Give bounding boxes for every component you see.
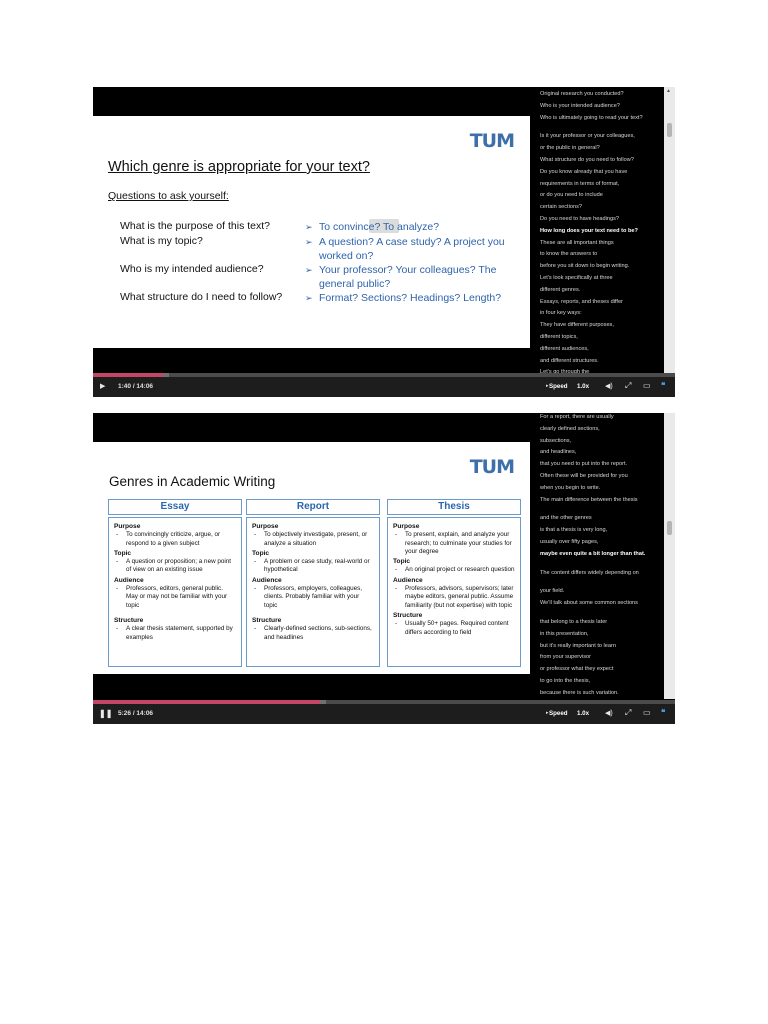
section-heading: Topic <box>252 549 270 557</box>
transcript-line[interactable]: different topics, <box>540 334 578 340</box>
section-heading: Structure <box>393 611 423 619</box>
transcript-line[interactable]: Do you know already that you have <box>540 168 628 175</box>
transcript-line[interactable]: that belong to a thesis later <box>540 619 608 625</box>
time-display: 5:26 / 14:06 <box>118 710 154 717</box>
arrow-bullet-icon: ➢ <box>305 265 313 275</box>
pause-icon[interactable]: ❚❚ <box>99 709 113 718</box>
transcript-line[interactable]: Let's look specifically at three <box>540 275 613 281</box>
column-body <box>108 517 242 667</box>
genre-column-essay <box>108 499 242 667</box>
column-body <box>387 517 521 667</box>
genre-column-report <box>246 499 380 667</box>
slide-subtitle: Questions to ask yourself: <box>108 190 229 202</box>
transcript-line[interactable]: that you need to put into the report. <box>540 461 628 468</box>
section-item: - A clear thesis statement, supported by examples <box>114 625 236 642</box>
answer-audience: ➢ Your professor? Your colleagues? The general public? <box>305 264 497 290</box>
arrow-bullet-icon: ➢ <box>305 293 313 303</box>
transcript-line[interactable]: because there is such variation. <box>540 689 619 696</box>
transcript-line[interactable]: The content differs widely depending on <box>540 569 639 576</box>
control-bar <box>93 704 675 724</box>
transcript-line[interactable]: but it's really important to learn <box>540 642 616 649</box>
section-item: - Professors, advisors, supervisors; later maybe editors, general public. Assume familiarity (but not expertise) with topic <box>393 585 515 610</box>
section-heading: Purpose <box>393 523 420 530</box>
genre-column-thesis <box>387 499 521 667</box>
section-heading: Purpose <box>114 523 141 530</box>
transcript-line[interactable]: The main difference between the thesis <box>540 496 638 503</box>
transcript-line[interactable]: or professor what they expect <box>540 666 614 673</box>
transcript-line[interactable]: to go into the thesis, <box>540 678 591 684</box>
section-heading: Audience <box>393 576 423 584</box>
speed-button[interactable]: Speed <box>549 383 568 390</box>
section-item: - Clearly-defined sections, sub-sections, and headlines <box>252 625 374 642</box>
scrollbar-thumb[interactable] <box>667 521 672 535</box>
transcript-line[interactable]: before you sit down to begin writing. <box>540 263 630 270</box>
volume-icon[interactable]: ◀) <box>605 710 613 717</box>
section-heading: Topic <box>393 558 411 566</box>
transcript-line[interactable]: different genres. <box>540 286 581 293</box>
transcript-line[interactable]: is that a thesis is very long, <box>540 527 608 534</box>
section-heading: Audience <box>252 576 282 584</box>
transcript-line[interactable]: usually over fifty pages, <box>540 539 599 545</box>
fullscreen-icon[interactable]: ⤢ <box>625 381 632 390</box>
control-bar <box>93 377 675 397</box>
section-heading: Audience <box>114 576 144 584</box>
question-purpose: What is the purpose of this text? <box>120 220 270 232</box>
transcript-line[interactable]: Is it your professor or your colleagues, <box>540 133 635 140</box>
transcript-scrollbar[interactable] <box>664 87 675 373</box>
transcript-line[interactable]: your field. <box>540 588 565 595</box>
question-structure: What structure do I need to follow? <box>120 291 283 303</box>
time-display: 1:40 / 14:06 <box>118 383 154 390</box>
column-body <box>246 517 380 667</box>
transcript-line[interactable]: We'll talk about some common sections <box>540 600 638 607</box>
section-item: - Professors, employers, colleagues, clients. Probably familiar with your topic <box>252 585 374 610</box>
transcript-line[interactable]: certain sections? <box>540 204 582 211</box>
transcript-line[interactable]: Essays, reports, and theses differ <box>540 298 623 305</box>
speed-arrow-icon: ▸ <box>546 383 549 389</box>
transcript-icon[interactable]: ▭ <box>643 708 651 717</box>
question-audience: Who is my intended audience? <box>120 263 264 275</box>
answer-structure: ➢ Format? Sections? Headings? Length? <box>305 292 502 304</box>
transcript-line[interactable]: from your supervisor <box>540 654 591 661</box>
transcript-line[interactable]: in this presentation, <box>540 630 589 637</box>
transcript-line[interactable]: to know the answers to <box>540 251 598 258</box>
transcript-line[interactable]: when you begin to write. <box>540 484 601 491</box>
section-heading: Purpose <box>252 523 279 530</box>
transcript-line[interactable]: What structure do you need to follow? <box>540 157 634 163</box>
transcript-panel[interactable] <box>530 413 663 699</box>
tum-logo: TUM <box>469 130 514 152</box>
fullscreen-icon[interactable]: ⤢ <box>625 708 632 717</box>
video-frame[interactable] <box>93 87 530 373</box>
transcript-line[interactable]: Often these will be provided for you <box>540 473 628 479</box>
column-heading: Report <box>246 499 380 515</box>
tum-logo: TUM <box>469 456 514 478</box>
transcript-line[interactable]: in four key ways: <box>540 310 582 317</box>
scroll-up-icon[interactable]: ▲ <box>666 88 671 94</box>
transcript-line[interactable]: They have different purposes, <box>540 322 614 329</box>
video-player-1[interactable] <box>93 87 675 397</box>
transcript-line[interactable]: These are all important things <box>540 239 614 246</box>
transcript-line[interactable]: Do you need to have headings? <box>540 216 619 222</box>
section-item: - To present, explain, and analyze your research; to culminate your studies for your degree <box>393 531 515 556</box>
captions-icon[interactable]: ❝ <box>661 708 666 717</box>
video-frame[interactable] <box>93 413 530 699</box>
transcript-line[interactable]: and different structures. <box>540 357 599 364</box>
slide-title: Which genre is appropriate for your text? <box>108 159 370 175</box>
transcript-line[interactable]: subsections, <box>540 437 572 444</box>
section-heading: Structure <box>252 616 282 624</box>
transcript-line[interactable]: and headlines, <box>540 449 577 456</box>
speed-button[interactable]: Speed <box>549 710 568 717</box>
transcript-scrollbar[interactable] <box>664 413 675 699</box>
transcript-line[interactable]: Original research you conducted? <box>540 91 624 97</box>
transcript-line[interactable]: and the other genres <box>540 515 592 522</box>
column-heading: Thesis <box>387 499 521 515</box>
answer-topic: ➢ A question? A case study? A project you worked on? <box>305 236 505 262</box>
speed-value[interactable]: 1.0x <box>577 710 590 717</box>
transcript-line[interactable]: or do you need to include <box>540 192 603 199</box>
section-item: - A problem or case study, real-world or hypothetical <box>252 558 374 575</box>
section-item: - Usually 50+ pages. Required content differs according to field <box>393 620 515 637</box>
scrollbar-thumb[interactable] <box>667 123 672 137</box>
slide-genre-questions <box>93 116 530 348</box>
answer-purpose: ➢ To convince? To analyze? <box>305 221 440 233</box>
section-heading: Structure <box>114 616 144 624</box>
captions-icon[interactable]: ❝ <box>661 381 666 390</box>
slide-title: Genres in Academic Writing <box>109 474 276 489</box>
arrow-bullet-icon: ➢ <box>305 222 313 232</box>
speed-value[interactable]: 1.0x <box>577 383 590 390</box>
volume-icon[interactable]: ◀) <box>605 383 613 390</box>
arrow-bullet-icon: ➢ <box>305 237 313 247</box>
transcript-line[interactable]: Who is your intended audience? <box>540 102 620 109</box>
transcript-line[interactable]: How long does your text need to be? <box>540 227 638 234</box>
video-player-2[interactable] <box>93 413 675 724</box>
transcript-line[interactable]: For a report, there are usually <box>540 414 614 420</box>
question-topic: What is my topic? <box>120 235 203 247</box>
slide-genres-table <box>93 442 530 674</box>
section-item: - To convincingly criticize, argue, or respond to a given subject <box>114 531 236 548</box>
transcript-line[interactable]: maybe even quite a bit longer than that. <box>540 550 646 557</box>
transcript-line[interactable]: or the public in general? <box>540 145 600 152</box>
transcript-line[interactable]: different audiences, <box>540 345 589 352</box>
play-icon[interactable]: ▶ <box>100 383 106 390</box>
section-heading: Topic <box>114 549 132 557</box>
column-heading: Essay <box>108 499 242 515</box>
section-item: - To objectively investigate, present, or analyze a situation <box>252 531 374 548</box>
transcript-line[interactable]: Who is ultimately going to read your text? <box>540 114 643 121</box>
transcript-panel[interactable] <box>530 87 663 373</box>
speed-arrow-icon: ▸ <box>546 710 549 716</box>
section-item: - A question or proposition; a new point of view on an existing issue <box>114 558 236 575</box>
transcript-line[interactable]: clearly defined sections, <box>540 425 600 432</box>
section-item: - An original project or research question <box>393 566 515 574</box>
transcript-line[interactable]: requirements in terms of format, <box>540 180 620 187</box>
transcript-icon[interactable]: ▭ <box>643 381 651 390</box>
section-item: - Professors, editors, general public. May or may not be familiar with your topic <box>114 585 236 610</box>
